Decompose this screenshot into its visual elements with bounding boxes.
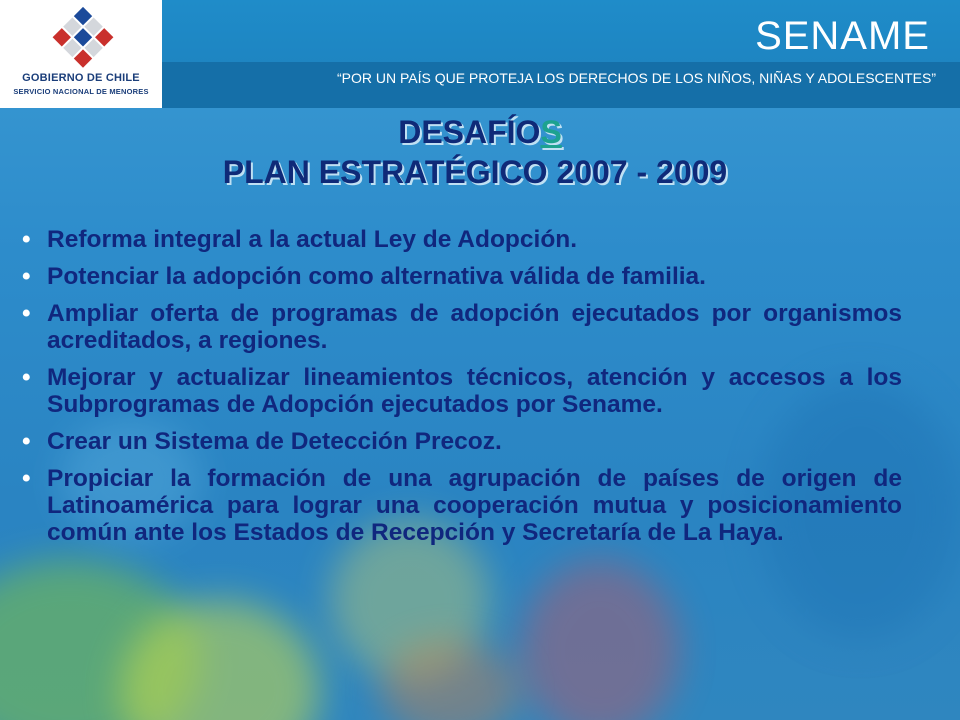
list-item bbox=[22, 364, 902, 418]
list-item bbox=[22, 263, 902, 290]
bullet-icon: • bbox=[22, 465, 31, 492]
bullet-list bbox=[22, 226, 902, 556]
background-blob bbox=[520, 560, 680, 720]
slide-title bbox=[0, 112, 960, 192]
list-item bbox=[22, 300, 902, 354]
list-item bbox=[22, 226, 902, 253]
title-line1-main: DESAFÍO bbox=[398, 114, 541, 150]
bullet-text: Reforma integral a la actual Ley de Adopción. bbox=[47, 226, 578, 253]
government-logo bbox=[0, 0, 162, 108]
bullet-icon: • bbox=[22, 364, 31, 391]
list-item bbox=[22, 428, 902, 455]
title-line2: PLAN ESTRATÉGICO 2007 - 2009 bbox=[222, 154, 728, 190]
tagline: “POR UN PAÍS QUE PROTEJA LOS DERECHOS DE LOS NIÑOS, NIÑAS Y ADOLESCENTES” bbox=[336, 70, 936, 86]
government-subtitle: SERVICIO NACIONAL DE MENORES bbox=[13, 87, 149, 96]
bullet-text: Potenciar la adopción como alternativa válida de familia. bbox=[47, 263, 706, 290]
brand-name: SENAME bbox=[755, 14, 930, 58]
bullet-icon: • bbox=[22, 226, 31, 253]
bullet-text: Mejorar y actualizar lineamientos técnicos, atención y accesos a los Subprogramas de Adopción ejecutados por Sename. bbox=[47, 364, 902, 418]
list-item bbox=[22, 465, 902, 546]
header-bar bbox=[0, 0, 960, 108]
bullet-icon: • bbox=[22, 300, 31, 327]
chile-government-emblem-icon bbox=[48, 6, 118, 70]
bullet-text: Propiciar la formación de una agrupación de países de origen de Latinoamérica para lograr una cooperación mutua y posicionamiento común ante los Estados de Recepción y Secretaría de La Haya. bbox=[47, 465, 902, 546]
bullet-icon: • bbox=[22, 263, 31, 290]
government-name: GOBIERNO DE CHILE bbox=[22, 72, 140, 84]
bullet-text: Crear un Sistema de Detección Precoz. bbox=[47, 428, 502, 455]
bullet-text: Ampliar oferta de programas de adopción ejecutados por organismos acreditados, a regiones. bbox=[47, 300, 902, 354]
title-link-letter[interactable]: S bbox=[540, 114, 562, 150]
bullet-icon: • bbox=[22, 428, 31, 455]
title-line1 bbox=[398, 114, 562, 150]
